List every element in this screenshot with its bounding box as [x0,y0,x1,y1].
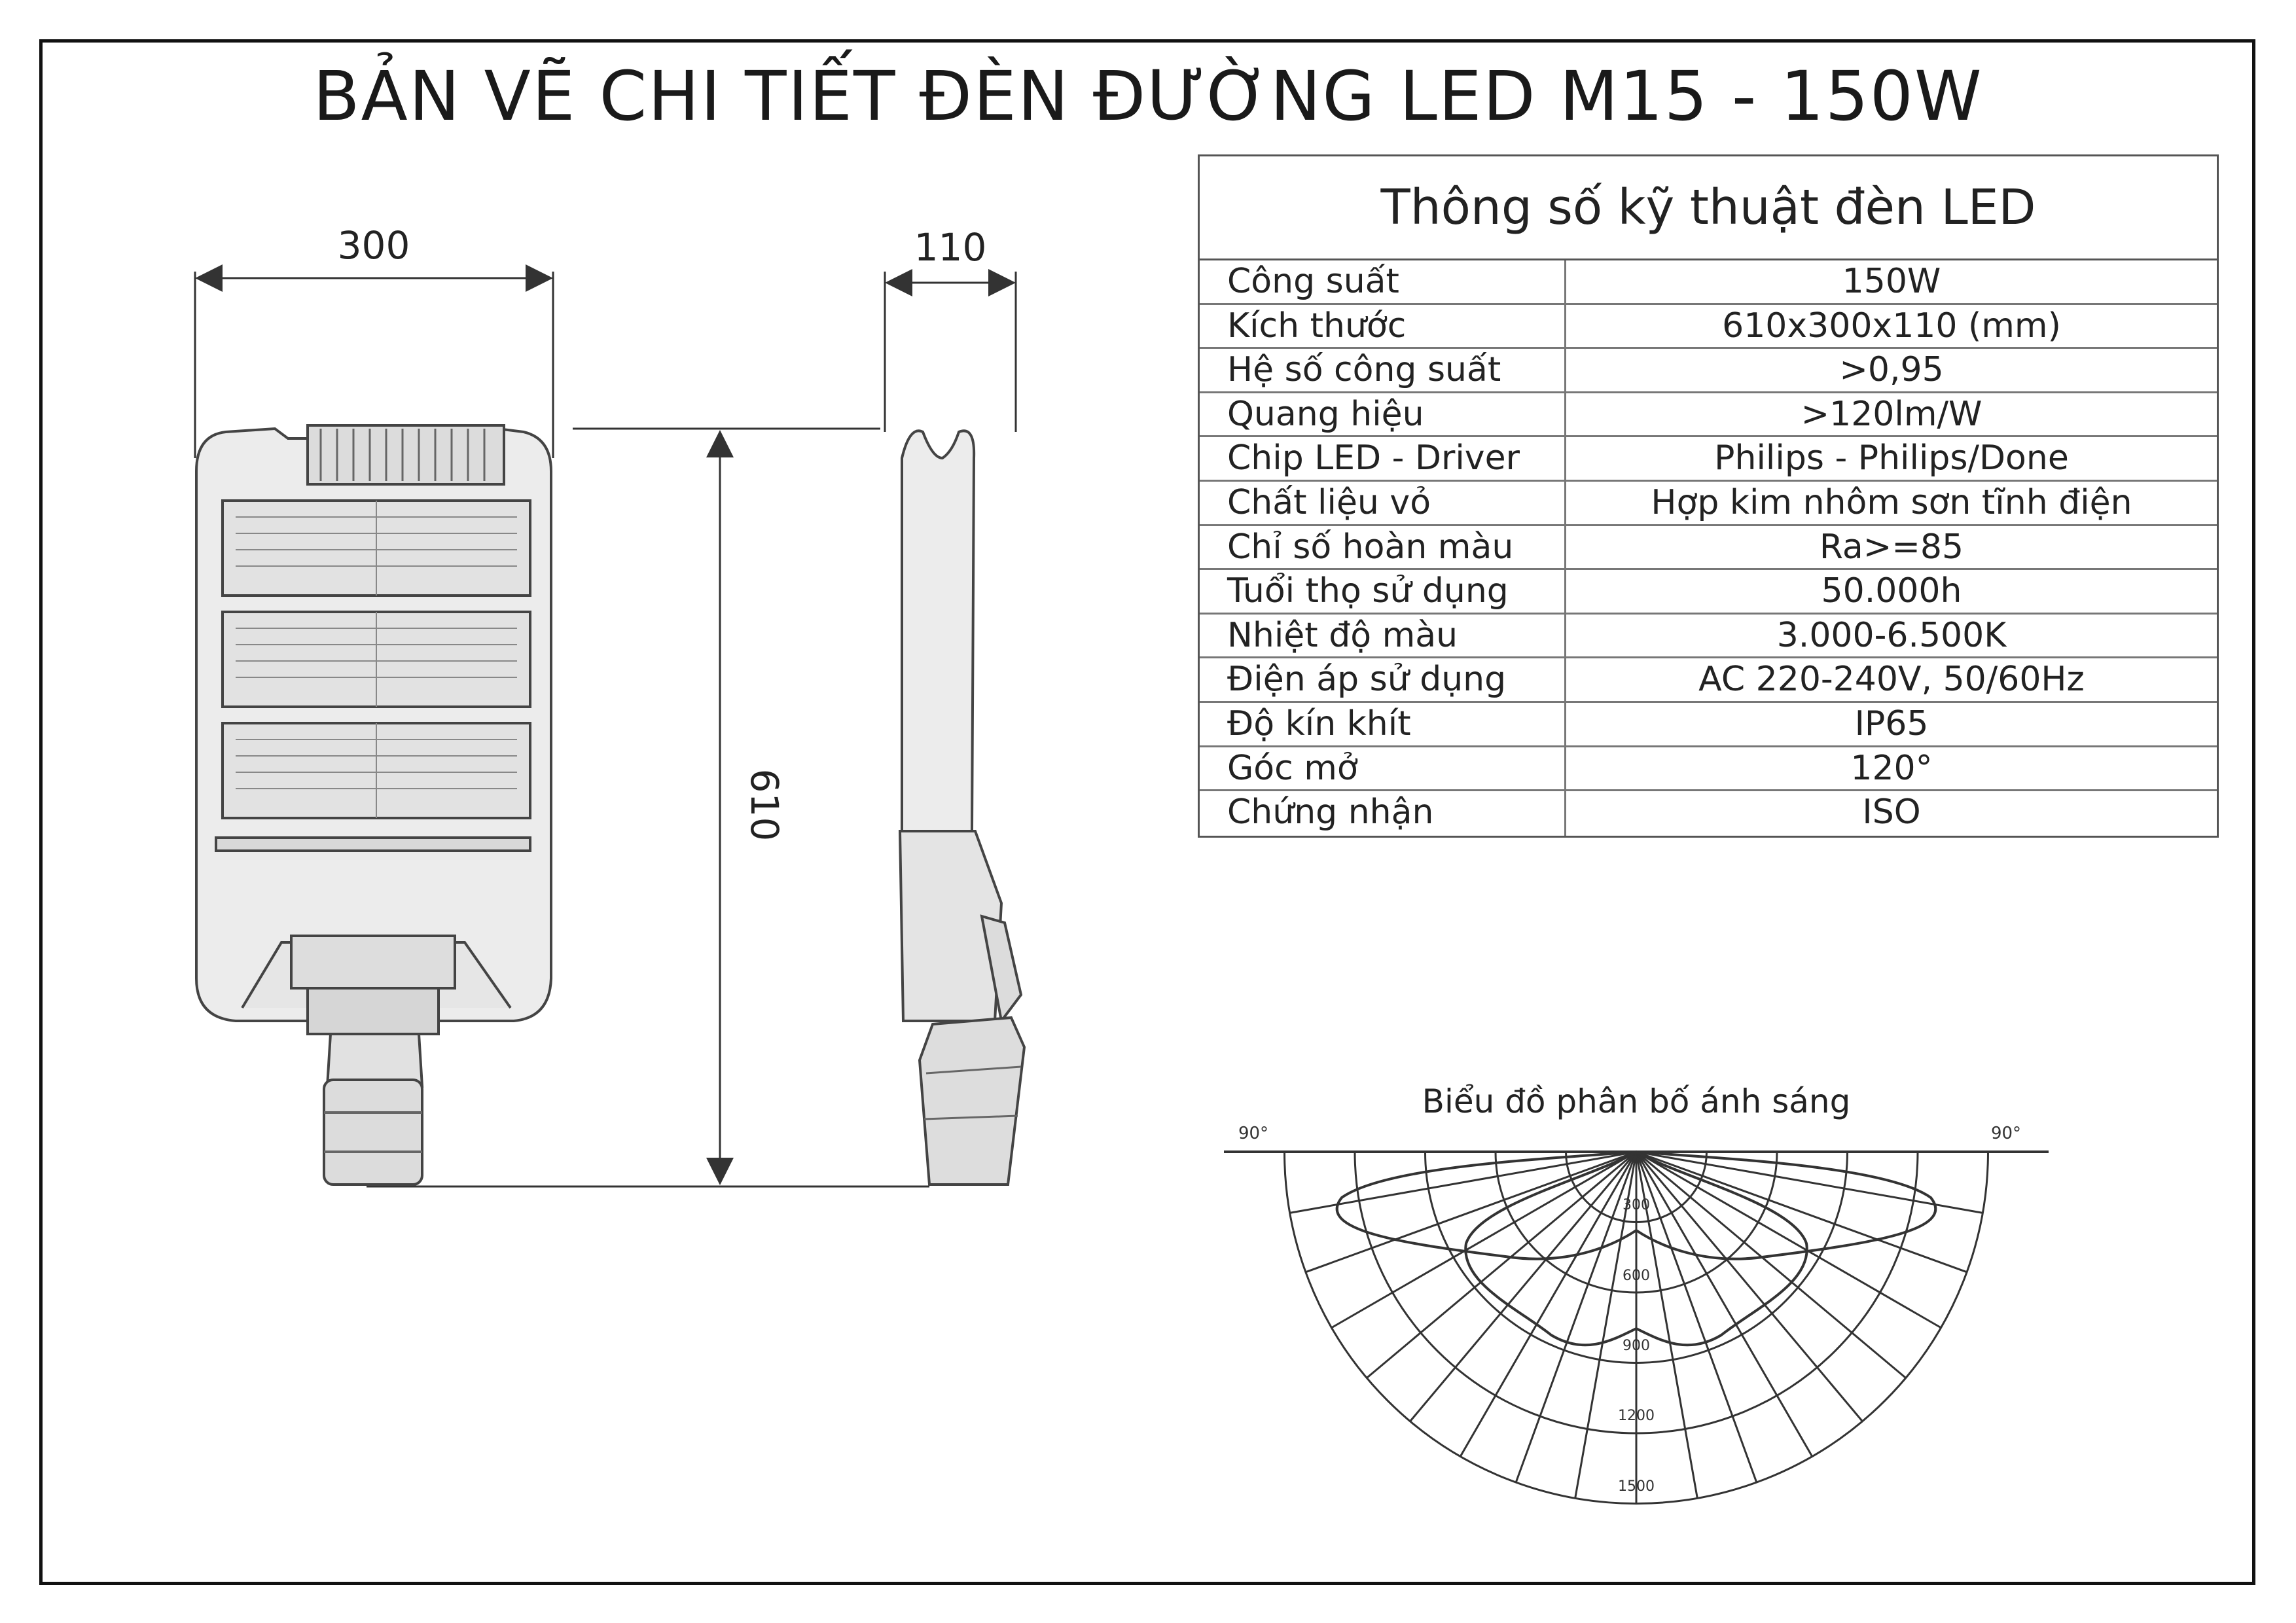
spec-row [1200,747,2217,792]
spec-row [1200,615,2217,659]
spec-row [1200,570,2217,615]
pole-clamp [324,1080,422,1185]
spec-row [1200,482,2217,526]
spec-label: Chứng nhận [1200,791,1566,836]
spec-row [1200,658,2217,703]
lamp-front-view [196,425,551,1185]
spec-label: Quang hiệu [1200,393,1566,436]
spec-label: Nhiệt độ màu [1200,615,1566,657]
spec-value: Hợp kim nhôm sơn tĩnh điện [1651,482,2132,522]
spec-row [1200,703,2217,747]
ring-label: 1200 [1618,1408,1655,1424]
left-angle-label: 90° [1238,1124,1269,1143]
ring-label: 900 [1623,1338,1650,1354]
spec-label: Độ kín khít [1200,703,1566,745]
spec-value: 150W [1842,262,1941,301]
length-label: 610 [742,768,787,842]
spec-label: Công suất [1200,260,1566,303]
spec-value: AC 220-240V, 50/60Hz [1698,660,2085,700]
spec-value: 120° [1850,748,1933,788]
ring-label: 1500 [1618,1478,1655,1495]
spec-table-title: Thông số kỹ thuật đèn LED [1200,156,2217,260]
ring-label: 300 [1623,1197,1650,1213]
spec-value: Philips - Philips/Done [1714,438,2069,478]
polar-chart-title: Biểu đồ phân bố ánh sáng [1422,1082,1851,1120]
spec-row [1200,305,2217,349]
spec-value: >120lm/W [1801,394,1982,434]
spec-row [1200,526,2217,571]
depth-label: 110 [914,225,987,270]
spec-value: IP65 [1854,704,1929,743]
spec-value: 50.000h [1821,571,1962,611]
spec-value: Ra>=85 [1819,527,1964,567]
lamp-side-view [900,431,1024,1185]
page-title: BẢN VẼ CHI TIẾT ĐÈN ĐƯỜNG LED M15 - 150W [313,56,1983,136]
spec-value: ISO [1862,793,1921,832]
width-label: 300 [337,223,410,268]
spec-label: Kích thước [1200,305,1566,348]
spec-table [1198,154,2219,838]
right-angle-label: 90° [1990,1124,2022,1143]
depth-dimension [885,272,1016,432]
spec-row [1200,393,2217,438]
spec-label: Góc mở [1200,747,1566,790]
spec-label: Hệ số công suất [1200,349,1566,391]
spec-value: 610x300x110 (mm) [1722,306,2061,346]
ring-label: 600 [1623,1268,1650,1284]
spec-row [1200,437,2217,482]
spec-row [1200,791,2217,836]
spec-label: Điện áp sử dụng [1200,658,1566,701]
spec-value: 3.000-6.500K [1776,615,2007,655]
spec-value: >0,95 [1839,350,1944,390]
spec-label: Tuổi thọ sử dụng [1200,570,1566,613]
spec-label: Chip LED - Driver [1200,437,1566,480]
spec-row [1200,260,2217,305]
spec-row [1200,349,2217,393]
spec-label: Chỉ số hoàn màu [1200,526,1566,569]
spec-label: Chất liệu vỏ [1200,482,1566,524]
